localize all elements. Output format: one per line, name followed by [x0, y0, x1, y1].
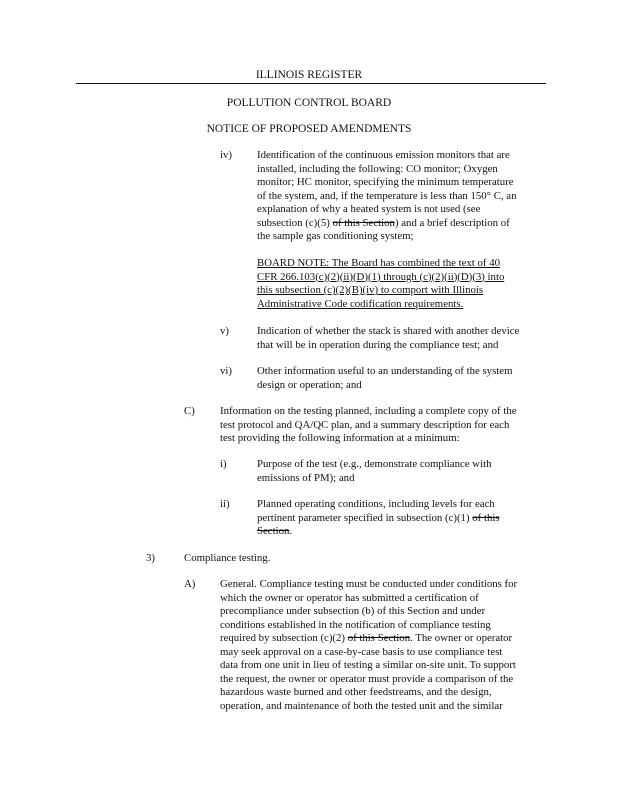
item-iv-text — [257, 149, 516, 244]
text-line: of the system, and, if the temperature is less than 150° C, an — [257, 189, 517, 202]
header-rule — [105, 83, 546, 84]
board-title: POLLUTION CONTROL BOARD — [226, 97, 392, 109]
board-note-line: this subsection (c)(2)(B)(iv) to comport with Illinois — [257, 284, 484, 296]
header-rule-left — [76, 83, 106, 84]
text-run: pertinent parameter specified in subsection (c)(1) — [257, 511, 473, 524]
text-line: installed, including the following: CO monitor; Oxygen — [257, 162, 498, 175]
board-note-line: CFR 266.103(c)(2)(ii)(D)(1) through (c)(2)(ii)(D)(3) into — [257, 270, 505, 283]
board-note — [257, 257, 504, 311]
struck-text: Section — [257, 525, 290, 537]
text-line: that will be in operation during the compliance test; and — [257, 338, 499, 351]
item-C-marker: C) — [184, 405, 195, 417]
item-vi-marker: vi) — [220, 365, 232, 377]
text-run: . — [289, 525, 293, 537]
text-line: Planned operating conditions, including levels for each — [257, 498, 495, 510]
board-note-line: BOARD NOTE: The Board has combined the text of 40 — [257, 257, 500, 269]
text-line: which the owner or operator has submitted a certification of — [220, 591, 479, 604]
text-line — [220, 632, 517, 646]
text-line: Information on the testing planned, including a complete copy of the — [220, 405, 517, 417]
text-line: conditions established in the notification of compliance testing — [220, 618, 491, 631]
item-i-text — [257, 458, 491, 485]
text-line: the sample gas conditioning system; — [257, 230, 414, 242]
text-run: required by subsection (c)(2) — [220, 632, 348, 644]
item-iv-marker: iv) — [220, 149, 232, 161]
text-line: emissions of PM); and — [257, 471, 355, 484]
item-vi-text — [257, 365, 512, 392]
struck-text: of this — [472, 511, 500, 524]
board-note-line: Administrative Code codification requirements. — [257, 297, 464, 310]
item-v-marker: v) — [220, 325, 229, 337]
struck-text: of this Section — [332, 216, 395, 229]
register-title: ILLINOIS REGISTER — [255, 69, 363, 81]
text-line: precompliance under subsection (b) of this Section and under — [220, 605, 486, 617]
text-line — [257, 512, 500, 526]
text-line: may seek approval on a case-by-case basis to use compliance test — [220, 645, 503, 658]
text-line: General. Compliance testing must be conducted under conditions for — [220, 578, 518, 590]
item-ii-text — [257, 498, 500, 539]
text-line: test providing the following information at a minimum: — [220, 432, 460, 444]
item-C-text — [220, 405, 517, 446]
text-line: Purpose of the test (e.g., demonstrate compliance with — [257, 458, 492, 470]
item-ii-marker: ii) — [220, 498, 230, 510]
text-line — [257, 525, 500, 539]
item-v-text — [257, 325, 519, 352]
text-line: the request, the owner or operator must provide a comparison of the — [220, 672, 514, 685]
text-line: design or operation; and — [257, 378, 362, 391]
text-line: Indication of whether the stack is shared with another device — [257, 325, 520, 337]
text-run: ) and a brief description of — [394, 216, 510, 229]
text-line: monitor; HC monitor, specifying the minimum temperature — [257, 176, 514, 188]
text-run: . The owner or operator — [410, 632, 513, 644]
text-line: test protocol and QA/QC plan, and a summary description for each — [220, 418, 510, 431]
text-line: Other information useful to an understanding of the system — [257, 365, 513, 377]
text-run: subsection (c)(5) — [257, 216, 333, 229]
struck-text: of this Section — [347, 632, 411, 644]
text-line — [257, 217, 516, 231]
text-line: operation, and maintenance of both the tested unit and the similar — [220, 699, 503, 712]
item-A-marker: A) — [184, 578, 196, 590]
section-3-heading: Compliance testing. — [184, 552, 271, 564]
notice-title: NOTICE OF PROPOSED AMENDMENTS — [206, 123, 412, 135]
item-i-marker: i) — [220, 458, 227, 470]
section-3-marker: 3) — [146, 552, 155, 564]
text-line: Identification of the continuous emission monitors that are — [257, 149, 510, 161]
item-A-text — [220, 578, 517, 713]
text-line: explanation of why a heated system is not used (see — [257, 203, 481, 215]
text-line: data from one unit in lieu of testing a similar on-site unit. To support — [220, 659, 516, 671]
text-line: hazardous waste burned and other feedstreams, and the design, — [220, 686, 492, 698]
